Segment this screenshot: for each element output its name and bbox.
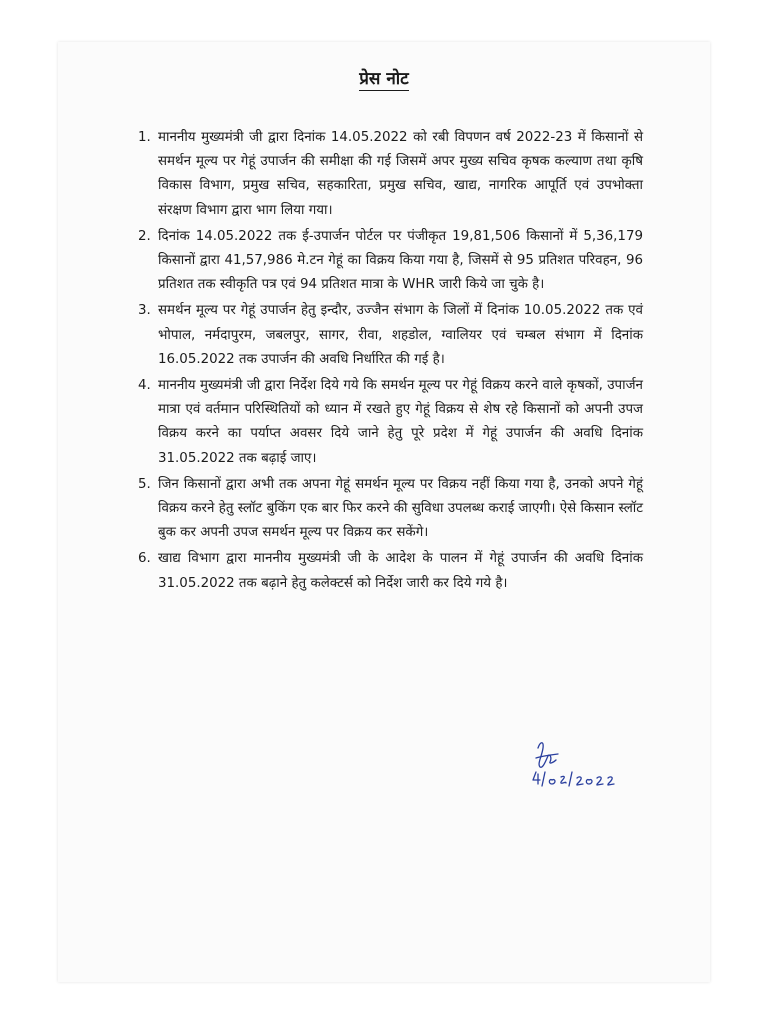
signature-stroke [549, 780, 555, 784]
signature-stroke [608, 777, 614, 785]
signature-stroke [569, 772, 572, 786]
item-text: खाद्य विभाग द्वारा माननीय मुख्यमंत्री जी के आदेश के पालन में गेहूं उपार्जन की अवधि दिनांक 31.05.2022 तक बढ़ाने हेतु कलेक्टर्स को निर्देश जारी कर दिये गये है। [158, 551, 643, 591]
page-title-text: प्रेस नोट [359, 69, 409, 89]
item-number: 3. [138, 303, 151, 319]
signature-stroke [597, 777, 603, 785]
item-text: माननीय मुख्यमंत्री जी द्वारा निर्देश दिये गये कि समर्थन मूल्य पर गेहूं विक्रय करने वाले कृषकों, उपार्जन मात्रा एवं वर्तमान परिस्थितियों को ध्यान में रखते हुए गेहूं विक्रय से शेष रहे किसानों को अपनी उपज विक्रय करने का पर्याप्त अवसर दिये जाने हेतु पूरे प्रदेश में गेहूं उपार्जन की अवधि दिनांक 31.05.2022 तक बढ़ाई जाए। [158, 378, 643, 466]
signature-stroke [561, 776, 566, 783]
item-number: 5. [138, 476, 151, 492]
item-text: समर्थन मूल्य पर गेहूं उपार्जन हेतु इन्दौर, उज्जैन संभाग के जिलों में दिनांक 10.05.2022 तक एवं भोपाल, नर्मदापुरम, जबलपुर, सागर, रीवा, शहडोल, ग्वालियर एवं चम्बल संभाग में दिनांक 16.05.2022 तक उपार्जन की अवधि निर्धारित की गई है। [158, 303, 643, 367]
item-text: माननीय मुख्यमंत्री जी द्वारा दिनांक 14.05.2022 को रबी विपणन वर्ष 2022-23 में किसानों से समर्थन मूल्य पर गेहूं उपार्जन की समीक्षा की गई जिसमें अपर मुख्य सचिव कृषक कल्याण तथा कृषि विकास विभाग, प्रमुख सचिव, सहकारिता, प्रमुख सचिव, खाद्य, नागरिक आपूर्ति एवं उपभोक्ता संरक्षण विभाग द्वारा भाग लिया गया। [158, 130, 643, 218]
item-text: दिनांक 14.05.2022 तक ई-उपार्जन पोर्टल पर पंजीकृत 19,81,506 किसानों में 5,36,179 किसानों द्वारा 41,57,986 मे.टन गेहूं का विक्रय किया गया है, जिसमें से 95 प्रतिशत परिवहन, 96 प्रतिशत तक स्वीकृति पत्र एवं 94 प्रतिशत मात्रा के WHR जारी किये जा चुके है। [158, 228, 643, 293]
item-number: 2. [138, 228, 151, 244]
item-number: 6. [138, 551, 151, 567]
handwritten-signature [528, 734, 638, 794]
list-item [138, 126, 643, 223]
list-item [138, 473, 643, 546]
list-item [138, 225, 643, 298]
list-item [138, 547, 643, 595]
signature-stroke [533, 772, 540, 784]
list-item [138, 374, 643, 471]
signature-stroke [577, 777, 583, 785]
item-number: 4. [138, 378, 151, 394]
signature-stroke [586, 780, 592, 784]
press-note-list [138, 126, 643, 598]
signature-stroke [542, 772, 545, 786]
item-text: जिन किसानों द्वारा अभी तक अपना गेहूं समर्थन मूल्य पर विक्रय नहीं किया गया है, उनको अपने गेहूं विक्रय करने हेतु स्लॉट बुकिंग एक बार फिर करने की सुविधा उपलब्ध कराई जाएगी। ऐसे किसान स्लॉट बुक कर अपनी उपज समर्थन मूल्य पर विक्रय कर सकेंगे। [158, 476, 643, 541]
item-number: 1. [138, 130, 151, 145]
list-item [138, 299, 643, 372]
press-note-page [58, 42, 710, 982]
page-title [58, 66, 710, 89]
